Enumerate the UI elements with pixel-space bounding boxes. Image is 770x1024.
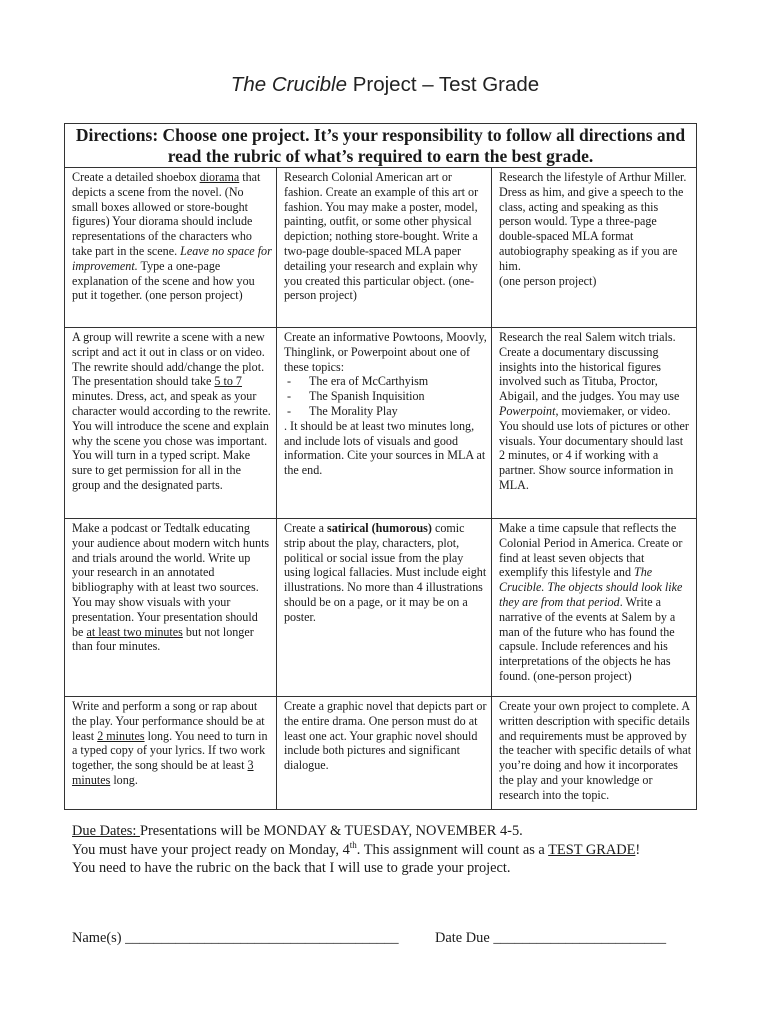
cell-text: . Write a narrative of the events at Salem by a man of the future who has found the capsule. Include references and his interpretations of the objects he has found. (one-person project) [499, 594, 676, 683]
date-due-field[interactable]: Date Due ________________________ [435, 930, 667, 946]
directions-row [65, 124, 697, 168]
ready-line [72, 841, 732, 860]
table-row [65, 519, 697, 697]
cell-text-italic: The Crucible. The objects should look like they are from that period [499, 565, 683, 609]
due-dates-line [72, 822, 732, 841]
cell-text: . It should be at least two minutes long, and include lots of visuals and good information. Cite your sources in MLA at the end. [284, 418, 486, 478]
cell-text: long. You need to turn in a typed copy of your lyrics. If two work together, the song should be at least [72, 728, 268, 773]
cell-text-underlined: diorama [199, 170, 240, 184]
cell-text: Research Colonial American art or fashion. Create an example of this art or fashion. You may make a poster, model, painting, outfit, or some other physical depiction; nothing store-bought. Write a two-page double-spaced MLA paper detailing your research and explain why you created this particular object. (one-person project) [284, 170, 479, 303]
cell-text: comic strip about the play, characters, plot, political or social issue from the play using logical fallacies. Must include eight illustrations. No more than 4 illustrations should be on a page, or it may be on a poster. [284, 521, 487, 624]
due-dates-block [72, 822, 732, 878]
cell-text: Research the lifestyle of Arthur Miller. Dress as him, and give a speech to the class, acting and speaking as this person would. Type a three-page double-spaced MLA format autobiography speaking as if you are him. [499, 170, 687, 273]
project-cell-documentary [492, 328, 697, 519]
table-row [65, 328, 697, 519]
cell-text: minutes. Dress, act, and speak as your character would according to the rewrite. You will introduce the scene and explain why the scene you chose was important. You will turn in a typed script. Make sure to get permission for all in the group and the designated parts. [72, 389, 271, 492]
project-cell-presentation [277, 328, 492, 519]
project-cell-graphic-novel [277, 697, 492, 810]
cell-text-underlined: 5 to 7 [214, 374, 242, 389]
names-field[interactable]: Name(s) ______________________________________ [72, 930, 399, 946]
cell-text: Make a podcast or Tedtalk educating your audience about modern witch hunts and trials around the world. Write up your research in an annotated bibliography with at least two sources. You may show visuals with your presentation. Your presentation should be [72, 521, 270, 639]
cell-text: Create a graphic novel that depicts part or the entire drama. One person must do at least one act. Your graphic novel should include both pictures and significant dialogue. [284, 699, 487, 773]
list-item: - The Morality Play [284, 404, 487, 419]
cell-text: Create your own project to complete. A written description with specific details and requirements must be approved by the teacher with specific details of what you’re doing and how it incorporates the play and your knowledge or research into the topic. [499, 699, 692, 802]
list-item: - The era of McCarthyism [284, 374, 487, 389]
ready-text: You must have your project ready on Monday, 4 [72, 841, 350, 858]
cell-text-bold: satirical (humorous) [326, 521, 432, 535]
cell-text: long. [110, 772, 138, 787]
cell-text: Create a [284, 521, 327, 535]
project-cell-own-project [492, 697, 697, 810]
cell-text: Make a time capsule that reflects the Colonial Period in America. Create or find at least seven objects that exemplify this lifestyle and [499, 521, 683, 580]
cell-text: Create an informative Powtoons, Moovly, Thinglink, or Powerpoint about one of these topics: [284, 330, 487, 374]
project-cell-arthur-miller [492, 168, 697, 328]
cell-text-underlined: 3 minutes [72, 758, 254, 787]
title-rest: Project – Test Grade [347, 73, 540, 96]
topic-list [284, 374, 487, 418]
cell-text: but not longer than four minutes. [72, 624, 254, 654]
project-cell-podcast [65, 519, 277, 697]
project-table [64, 123, 697, 810]
directions-text: Directions: Choose one project. It’s your responsibility to follow all directions and read the rubric of what’s required to earn the best grade. [65, 124, 697, 168]
title-italic: The Crucible [230, 73, 348, 96]
project-cell-comic-strip [277, 519, 492, 697]
project-cell-diorama [65, 168, 277, 328]
ordinal-suffix: th [349, 839, 357, 850]
due-dates-text: Presentations will be MONDAY & TUESDAY, NOVEMBER 4-5. [139, 823, 523, 839]
project-cell-song [65, 697, 277, 810]
cell-text: Create a detailed shoebox [72, 170, 200, 184]
page-title [0, 73, 770, 97]
rubric-line: You need to have the rubric on the back that I will use to grade your project. [72, 860, 511, 876]
table-row [65, 168, 697, 328]
cell-text-italic: Leave no space for improvement. [72, 243, 272, 273]
signature-line [72, 930, 732, 947]
ready-text: . This assignment will count as a [356, 841, 549, 858]
cell-text: Type a one-page explanation of the scene and how you put it together. (one person project) [72, 258, 255, 303]
cell-text: A group will rewrite a scene with a new script and act it out in class or on video. The rewrite should add/change the plot. The presentation should take [72, 330, 265, 389]
cell-text-underlined: 2 minutes [97, 728, 145, 743]
due-dates-label: Due Dates: [72, 823, 140, 839]
cell-text-underlined: at least two minutes [86, 624, 183, 639]
ready-text: ! [635, 841, 641, 858]
project-cell-rewrite-scene [65, 328, 277, 519]
cell-text: Research the real Salem witch trials. Create a documentary discussing insights into the historical figures involved such as Tituba, Proctor, Abigail, and the judges. You may use [499, 330, 680, 404]
project-cell-colonial-art [277, 168, 492, 328]
table-row [65, 697, 697, 810]
cell-text: (one person project) [499, 273, 597, 288]
cell-text: , moviemaker, or video. You should use lots of pictures or other visuals. Your documentary should last 2 minutes, or 4 if working with a partner. Show source information in MLA. [499, 403, 689, 492]
project-cell-time-capsule [492, 519, 697, 697]
cell-text: that depicts a scene from the novel. (No small boxes allowed or store-bought figures) Your diorama should include representations of the characters who take part in the scene. [72, 170, 261, 258]
cell-text-italic: Powerpoint [499, 403, 556, 418]
test-grade-text: TEST GRADE [548, 841, 636, 858]
cell-text: Write and perform a song or rap about the play. Your performance should be at least [72, 699, 265, 743]
list-item: - The Spanish Inquisition [284, 389, 487, 404]
